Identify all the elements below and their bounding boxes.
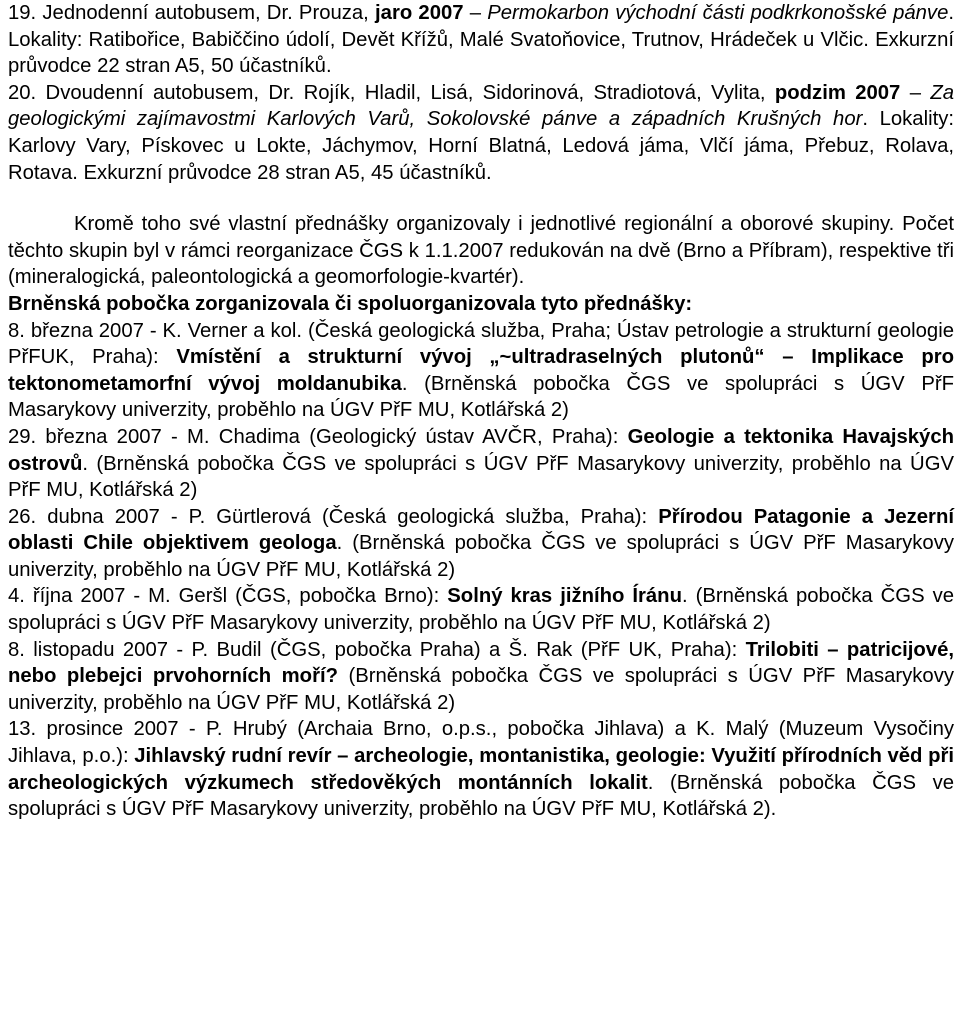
excursion-intro: Jednodenní autobusem, Dr. Prouza, [36,2,376,24]
lecture-meta: 26. dubna 2007 - P. Gürtlerová (Česká geologická služba, Praha): [8,505,659,528]
excursion-season: jaro 2007 [375,2,464,24]
excursion-number: 20. [8,81,37,104]
lecture-meta: 13. prosince 2007 - P. Hrubý (Archaia Brno, o.p.s., pobočka Jihlava) a K. Malý (Muzeum Vysočiny Jihlava, p.o.): [8,718,954,768]
lecture-note: . (Brněnská pobočka ČGS ve spolupráci s ÚGV PřF Masarykovy univerzity, proběhlo na ÚGV PřF MU, Kotlářská 2) [8,452,954,502]
intro-paragraph: Kromě toho své vlastní přednášky organizovaly i jednotlivé regionální a oborové skupiny. Počet těchto skupin byl v rámci reorganizace ČGS k 1.1.2007 redukován na dvě (Brno a Příbram), respektive tři (mineralogická, paleontologická a geomorfologie-kvartér). [8,213,954,289]
lecture-meta: 29. března 2007 - M. Chadima (Geologický ústav AVČR, Praha): [8,425,628,448]
excursion-number: 19. [8,2,37,24]
lecture-title: Jihlavský rudní revír – archeologie, montanistika, geologie: Využití přírodních věd při archeologických výzkumech středověkých montánních lokalit [8,745,954,794]
lecture-item [8,583,954,636]
lecture-title: Solný kras jižního Íránu [447,585,682,608]
section-heading-text: Brněnská pobočka zorganizovala či spoluorganizovala tyto přednášky: [8,292,693,315]
lecture-note: (Brněnská pobočka ČGS ve spolupráci s ÚGV PřF Masarykovy univerzity, proběhlo na ÚGV PřF MU, Kotlářská 2) [8,665,954,714]
lecture-item [8,504,954,584]
excursion-details: . Lokality: Karlovy Vary, Pískovec u Lokte, Jáchymov, Horní Blatná, Ledová jáma, Vlčí jáma, Přebuz, Rolava, Rotava. Exkurzní průvodce 28 stran A5, 45 účastníků. [8,108,955,184]
lecture-note: . (Brněnská pobočka ČGS ve spolupráci s ÚGV PřF Masarykovy univerzity, proběhlo na ÚGV PřF MU, Kotlářská 2) [8,372,954,422]
excursion-season: podzim 2007 [774,81,901,104]
excursion-theme: Permokarbon východní části podkrkonošské pánve [487,2,949,24]
lecture-meta: 8. března 2007 - K. Verner a kol. (Česká geologická služba, Praha; Ústav petrologie a strukturní geologie PřFUK, Praha): [8,319,954,369]
lecture-meta: 4. října 2007 - M. Geršl (ČGS, pobočka Brno): [8,585,448,608]
lecture-title: Geologie a tektonika Havajských ostrovů [8,425,954,475]
excursion-theme: Za geologickými zajímavostmi Karlových Varů, Sokolovské pánve a západních Krušných hor [8,81,954,131]
lecture-title: Trilobiti – patricijové, nebo plebejci prvohorních moří? [8,638,954,688]
lecture-meta: 8. listopadu 2007 - P. Budil (ČGS, pobočka Praha) a Š. Rak (PřF UK, Praha): [8,638,746,661]
excursion-details: . Lokality: Ratibořice, Babiččino údolí, Devět Křížů, Malé Svatoňovice, Trutnov, Hrádeček u Vlčic. Exkurzní průvodce 22 stran A5, 50 účastníků. [8,2,954,78]
lecture-item [8,637,954,717]
excursion-item [8,80,954,186]
excursion-dash: – [900,81,931,104]
lecture-note: . (Brněnská pobočka ČGS ve spolupráci s ÚGV PřF Masarykovy univerzity, proběhlo na ÚGV PřF MU, Kotlářská 2) [8,532,954,581]
section-heading [8,291,954,318]
excursion-intro: Dvoudenní autobusem, Dr. Rojík, Hladil, Lisá, Sidorinová, Stradiotová, Vylita, [36,81,775,104]
excursion-item [8,0,954,80]
lecture-item [8,318,954,424]
paragraph-gap [8,186,954,211]
lecture-title: Přírodou Patagonie a Jezerní oblasti Chile objektivem geologa [8,505,954,555]
lecture-item [8,716,954,822]
excursion-dash: – [463,2,488,24]
lecture-item [8,424,954,504]
lecture-title: Vmístění a strukturní vývoj „~ultradraselných plutonů“ – Implikace pro tektonometamorfní vývoj moldanubika [8,346,955,395]
lecture-note: . (Brněnská pobočka ČGS ve spolupráci s ÚGV PřF Masarykovy univerzity, proběhlo na ÚGV PřF MU, Kotlářská 2). [8,771,954,821]
lecture-note: . (Brněnská pobočka ČGS ve spolupráci s ÚGV PřF Masarykovy univerzity, proběhlo na ÚGV PřF MU, Kotlářská 2) [8,585,954,635]
